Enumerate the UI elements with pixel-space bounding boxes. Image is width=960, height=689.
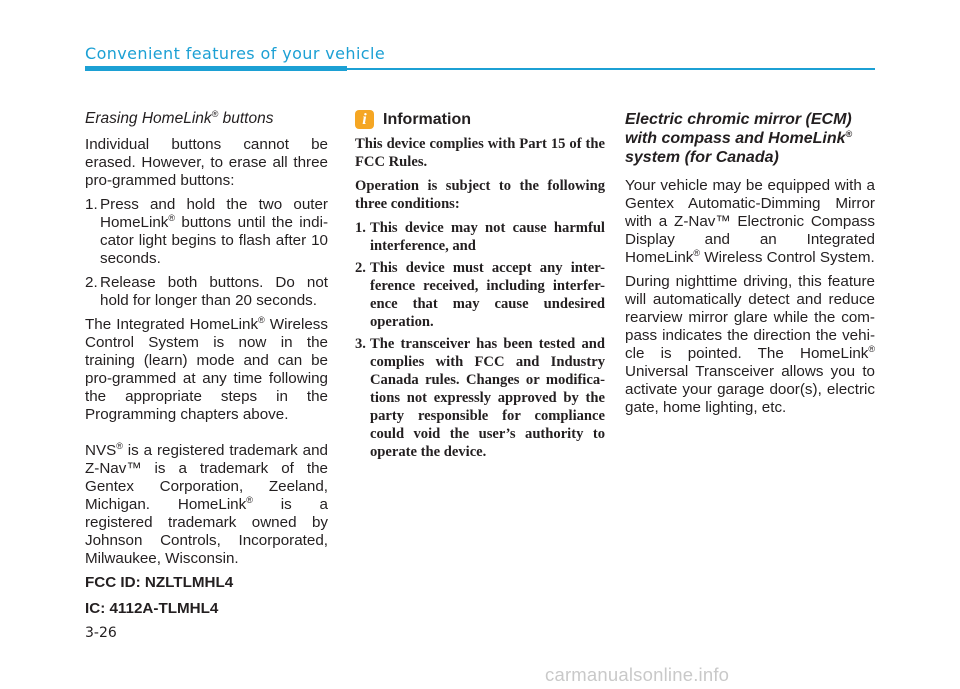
ecm-paragraph-2: During nighttime driving, this feature will automatically detect and reduce rearview mirror glare while the com-pass indicates the direction the vehi-cle is pointed. The HomeLink® Universal Transceiver allows you to activate your garage door(s), electric gate, home lighting, etc. <box>625 273 875 416</box>
ic-id: IC: 4112A-TLMHL4 <box>85 600 219 617</box>
list-item: 1. Press and hold the two outer HomeLink® buttons until the indi-cator light begins to flash after 10 seconds. <box>85 196 328 267</box>
info-icon: i <box>355 110 374 129</box>
column-ecm-mirror <box>625 110 875 423</box>
info-title: Information <box>383 110 471 128</box>
information-box <box>355 110 605 467</box>
page-number: 3-26 <box>85 625 117 641</box>
erasing-steps <box>85 196 328 310</box>
info-paragraph-fcc: This device complies with Part 15 of the FCC Rules. <box>355 136 605 170</box>
list-item: 2. This device must accept any inter-ference received, including interfer-ence that may cause undesired operation. <box>355 260 605 330</box>
erasing-intro: Individual buttons cannot be erased. However, to erase all three pro-grammed buttons: <box>85 136 328 189</box>
trademark-paragraph: NVS® is a registered trademark and Z-Nav™ is a trademark of the Gentex Corporation, Zeeland, Michigan. HomeLink® is a registered trademark owned by Johnson Controls, Incorporated, Milwaukee, Wisconsin. <box>85 441 328 567</box>
list-item: 1. This device may not cause harmful interference, and <box>355 220 605 254</box>
erasing-heading: Erasing HomeLink® buttons <box>85 109 274 127</box>
info-header <box>355 110 605 129</box>
info-paragraph-conditions: Operation is subject to the following three conditions: <box>355 178 605 212</box>
fcc-id: FCC ID: NZLTLMHL4 <box>85 574 234 591</box>
training-mode-paragraph: The Integrated HomeLink® Wireless Control System is now in the training (learn) mode and can be pro-grammed at any time following the appropriate steps in the Programming chapters above. <box>85 315 328 423</box>
ecm-heading: Electric chromic mirror (ECM) with compass and HomeLink® system (for Canada) <box>625 111 853 166</box>
watermark: carmanualsonline.info <box>545 664 730 685</box>
list-item: 3. The transceiver has been tested and complies with FCC and Industry Canada rules. Changes or modifica-tions not expressly approved by the party responsible for compliance could void the user’s authority to operate the device. <box>355 336 605 460</box>
list-item: 2. Release both buttons. Do not hold for longer than 20 seconds. <box>85 274 328 309</box>
column-erasing-homelink <box>85 110 328 626</box>
info-conditions-list <box>355 219 605 461</box>
header-rule-thick <box>85 66 347 71</box>
header-rule-thin <box>347 68 875 70</box>
section-title: Convenient features of your vehicle <box>85 44 386 63</box>
ecm-paragraph-1: Your vehicle may be equipped with a Gentex Automatic-Dimming Mirror with a Z-Nav™ Electronic Compass Display and an Integrated HomeLink® Wireless Control System. <box>625 177 875 266</box>
